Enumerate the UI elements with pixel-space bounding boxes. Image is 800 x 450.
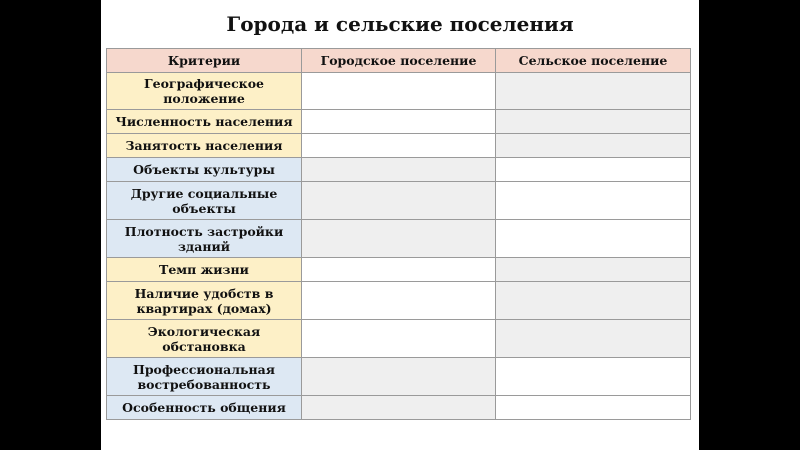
criteria-cell: Профессиональная востребованность xyxy=(107,358,302,396)
criteria-cell: Особенность общения xyxy=(107,396,302,420)
table-row xyxy=(107,182,691,220)
rural-cell[interactable] xyxy=(496,182,691,220)
slide-title: Города и сельские поселения xyxy=(226,12,574,36)
table-row xyxy=(107,158,691,182)
table-row xyxy=(107,134,691,158)
urban-cell[interactable] xyxy=(302,282,496,320)
rural-cell[interactable] xyxy=(496,73,691,110)
rural-cell[interactable] xyxy=(496,320,691,358)
criteria-cell: Плотность застройки зданий xyxy=(107,220,302,258)
table-row xyxy=(107,258,691,282)
rural-cell[interactable] xyxy=(496,358,691,396)
urban-cell[interactable] xyxy=(302,73,496,110)
criteria-cell: Численность населения xyxy=(107,110,302,134)
urban-cell[interactable] xyxy=(302,182,496,220)
table-row xyxy=(107,282,691,320)
criteria-cell: Темп жизни xyxy=(107,258,302,282)
table-row xyxy=(107,73,691,110)
criteria-cell: Другие социальные объекты xyxy=(107,182,302,220)
table-row xyxy=(107,220,691,258)
table-row xyxy=(107,320,691,358)
urban-cell[interactable] xyxy=(302,134,496,158)
urban-cell[interactable] xyxy=(302,320,496,358)
rural-cell[interactable] xyxy=(496,220,691,258)
rural-cell[interactable] xyxy=(496,158,691,182)
urban-cell[interactable] xyxy=(302,220,496,258)
criteria-cell: Географическое положение xyxy=(107,73,302,110)
table-row xyxy=(107,110,691,134)
urban-cell[interactable] xyxy=(302,396,496,420)
header-urban: Городское поселение xyxy=(302,49,496,73)
criteria-cell: Объекты культуры xyxy=(107,158,302,182)
urban-cell[interactable] xyxy=(302,258,496,282)
rural-cell[interactable] xyxy=(496,110,691,134)
rural-cell[interactable] xyxy=(496,396,691,420)
table-row xyxy=(107,358,691,396)
rural-cell[interactable] xyxy=(496,282,691,320)
slide xyxy=(101,0,699,450)
criteria-cell: Наличие удобств в квартирах (домах) xyxy=(107,282,302,320)
urban-cell[interactable] xyxy=(302,158,496,182)
rural-cell[interactable] xyxy=(496,134,691,158)
table-row xyxy=(107,396,691,420)
urban-cell[interactable] xyxy=(302,110,496,134)
comparison-table xyxy=(106,48,691,420)
table-header-row xyxy=(107,49,691,73)
criteria-cell: Экологическая обстановка xyxy=(107,320,302,358)
header-criteria: Критерии xyxy=(107,49,302,73)
rural-cell[interactable] xyxy=(496,258,691,282)
urban-cell[interactable] xyxy=(302,358,496,396)
criteria-cell: Занятость населения xyxy=(107,134,302,158)
header-rural: Сельское поселение xyxy=(496,49,691,73)
